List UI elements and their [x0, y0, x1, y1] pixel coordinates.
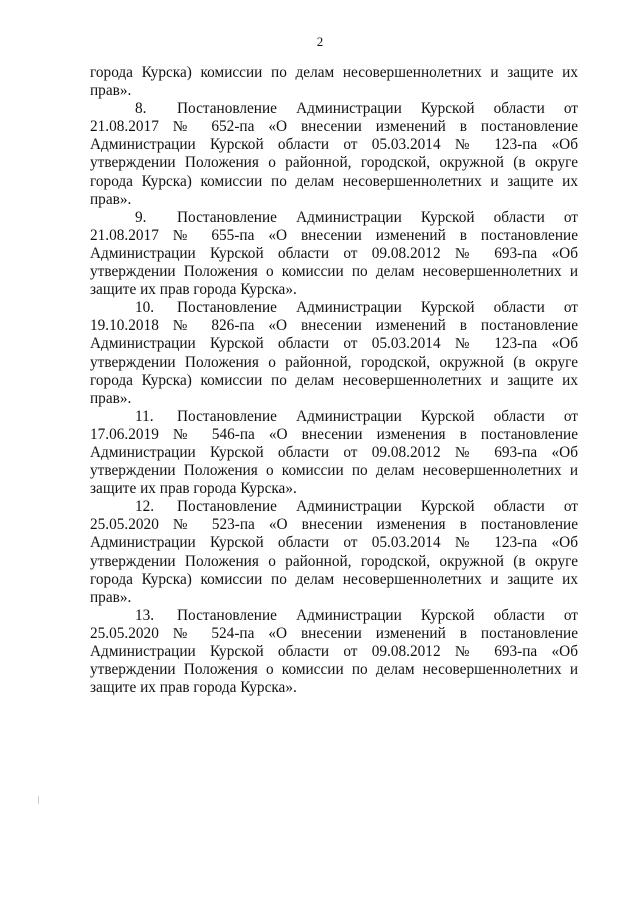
item-text: Постановление Администрации Курской области от 17.06.2019 № 546-па «О внесении изменения в постановление Администрации Курской области от 09.08.2012 № 693-па «Об утверждении Положения о комиссии по делам несовершеннолетних и защите их прав города Курска». [90, 407, 578, 498]
list-item [90, 498, 578, 607]
item-text: Постановление Администрации Курской области от 25.05.2020 № 523-па «О внесении изменения в постановление Администрации Курской области от 05.03.2014 № 123-па «Об утверждении Положения о районной, городской, окружной (в округе города Курска) комиссии по делам несовершеннолетних и защите их прав». [90, 498, 578, 606]
list-item [90, 607, 578, 697]
scan-margin-mark [38, 796, 39, 804]
item-number: 12. [135, 498, 155, 516]
list-item [90, 209, 578, 299]
page-number: 2 [316, 34, 324, 49]
item-number: 11. [135, 407, 154, 425]
intro-paragraph: города Курска) комиссии по делам несовершеннолетних и защите их прав». [90, 64, 578, 100]
item-text: Постановление Администрации Курской области от 25.05.2020 № 524-па «О внесении изменений в постановление Администрации Курской области от 09.08.2012 № 693-па «Об утверждении Положения о комиссии по делам несовершеннолетних и защите их прав города Курска». [90, 606, 578, 697]
item-number: 13. [135, 606, 155, 624]
list-item [90, 408, 578, 498]
item-number: 9. [135, 208, 147, 226]
item-text: Постановление Администрации Курской области от 19.10.2018 № 826-па «О внесении изменений в постановление Администрации Курской области от 05.03.2014 № 123-па «Об утверждении Положения о районной, городской, окружной (в округе города Курска) комиссии по делам несовершеннолетних и защите их прав». [90, 299, 578, 407]
item-text: Постановление Администрации Курской области от 21.08.2017 № 652-па «О внесении изменений в постановление Администрации Курской области от 05.03.2014 № 123-па «Об утверждении Положения о районной, городской, окружной (в округе города Курска) комиссии по делам несовершеннолетних и защите их прав». [90, 100, 578, 208]
list-item [90, 100, 578, 209]
item-text: Постановление Администрации Курской области от 21.08.2017 № 655-па «О внесении изменений в постановление Администрации Курской области от 09.08.2012 № 693-па «Об утверждении Положения о комиссии по делам несовершеннолетних и защите их прав города Курска». [90, 208, 578, 299]
item-number: 8. [135, 100, 147, 118]
item-number: 10. [135, 299, 155, 317]
list-item [90, 299, 578, 408]
document-body [90, 64, 578, 697]
